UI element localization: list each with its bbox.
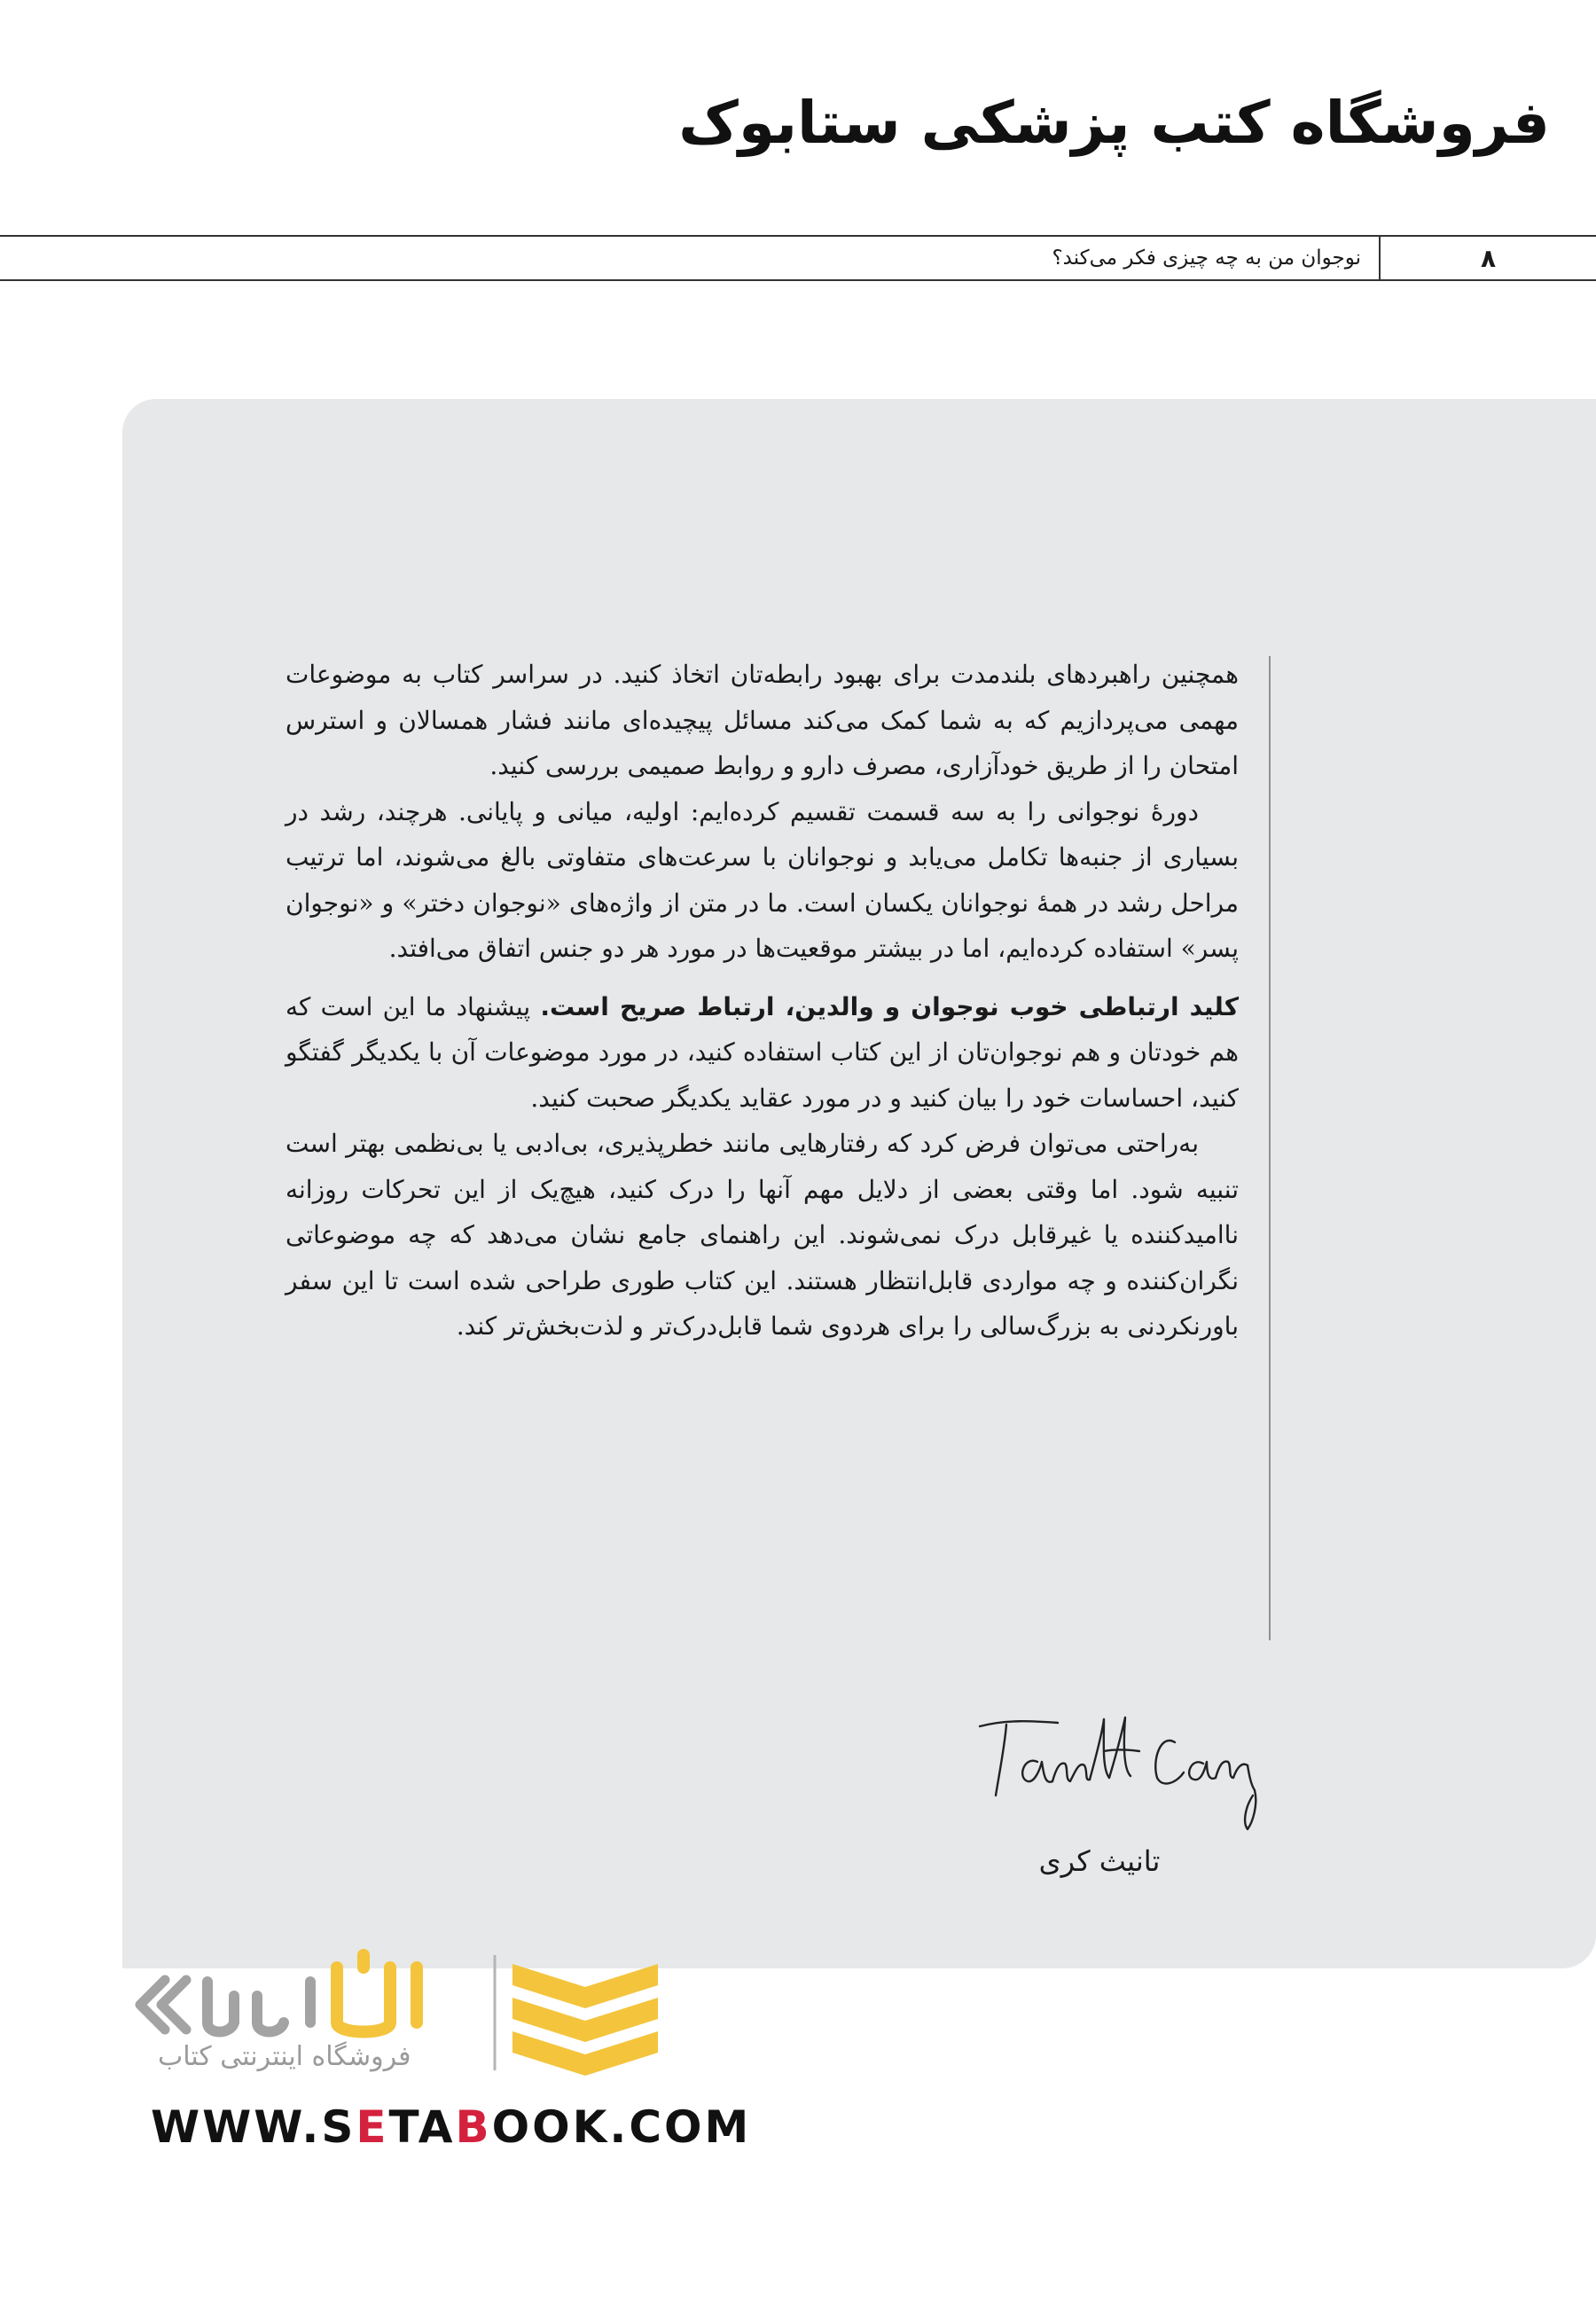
paragraph-1: همچنین راهبردهای بلندمدت برای بهبود رابطه‌تان اتخاذ کنید. در سراسر کتاب به موضوعات مهمی می‌پردازیم که به شما کمک می‌کند مسائل پیچیده‌ای مانند فشار همسالان و استرس امتحان را از طریق خودآزاری، مصرف دارو و روابط صمیمی بررسی کنید. [286, 660, 1239, 780]
url-accent-1: E [356, 2101, 389, 2153]
body-text [286, 652, 1239, 1349]
url-part-5: OOK.COM [491, 2101, 752, 2153]
url-part-1: WWW.S [151, 2101, 356, 2153]
store-title: فروشگاه کتب پزشکی ستابوک [678, 89, 1550, 157]
paragraph-3 [286, 984, 1239, 1122]
running-header [0, 235, 1596, 281]
paragraph-2: دورهٔ نوجوانی را به سه قسمت تقسیم کرده‌ایم: اولیه، میانی و پایانی. هرچند، رشد در بسیاری از جنبه‌ها تکامل می‌یابد و نوجوانان با سرعت‌های متفاوتی بالغ می‌شوند، اما ترتیب مراحل رشد در همهٔ نوجوانان یکسان است. ما در متن از واژه‌های «نوجوان دختر» و «نوجوان پسر» استفاده کرده‌ایم، اما در بیشتر موقعیت‌ها در مورد هر دو جنس اتفاق می‌افتد. [286, 796, 1239, 963]
author-name: تانیث کری [1038, 1844, 1161, 1878]
paragraph-3-lead: کلید ارتباطی خوب نوجوان و والدین، ارتباط صریح است. [540, 991, 1239, 1021]
paragraph-4: به‌راحتی می‌توان فرض کرد که رفتارهایی مانند خطرپذیری، بی‌ادبی یا بی‌نظمی بهتر است تنبیه شود. اما وقتی بعضی از دلایل مهم آنها را درک کنید، هیچ‌یک از این تحرکات روزانه ناامیدکننده یا غیرقابل درک نمی‌شوند. این راهنمای جامع نشان می‌دهد که چه موضوعاتی نگران‌کننده و چه مواردی قابل‌انتظار هستند. این کتاب طوری طراحی شده است تا این سفر باورنکردنی به بزرگ‌سالی را برای هردوی شما قابل‌درک‌تر و لذت‌بخش‌تر کند. [286, 1129, 1239, 1341]
setabook-logo [124, 1946, 674, 2097]
margin-rule [1269, 656, 1271, 1640]
author-signature [971, 1707, 1264, 1840]
url-part-3: TA [388, 2101, 456, 2153]
url-accent-2: B [455, 2101, 492, 2153]
page-number: ۸ [1379, 237, 1596, 279]
paragraph-3-rest: پیشنهاد ما این است که هم خودتان و هم نوجوان‌تان از این کتاب استفاده کنید، در مورد موضوعات آن با یکدیگر گفتگو کنید، احساسات خود را بیان کنید و در مورد عقاید یکدیگر صحبت کنید. [286, 991, 1239, 1113]
chapter-title: نوجوان من به چه چیزی فکر می‌کند؟ [1052, 246, 1361, 270]
logo-subtitle: فروشگاه اینترنتی کتاب [158, 2041, 411, 2072]
website-url[interactable] [151, 2101, 751, 2153]
